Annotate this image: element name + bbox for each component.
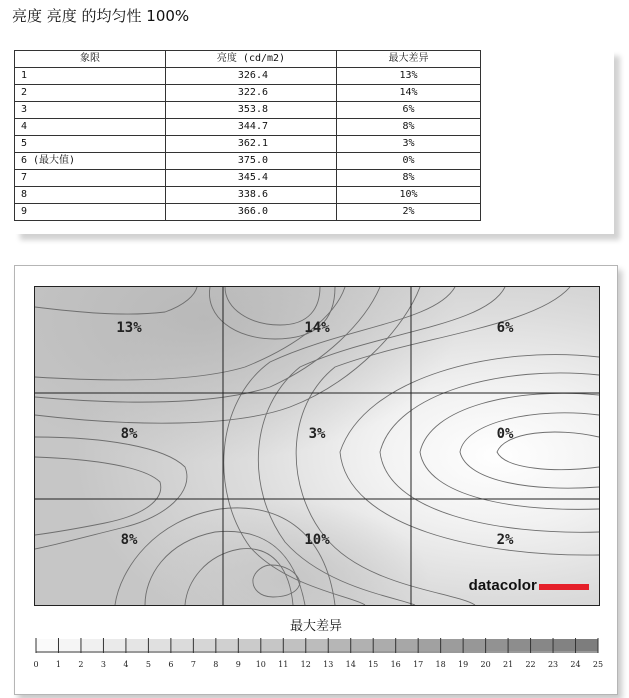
scale-tick-label: 20 <box>480 660 491 669</box>
legend-title: 最大差异 <box>289 619 342 634</box>
scale-tick-label: 12 <box>300 660 311 669</box>
cell-quadrant: 8 <box>15 187 166 204</box>
scale-segment <box>216 639 239 651</box>
scale-tick-label: 16 <box>390 660 401 669</box>
cell-quadrant: 2 <box>15 85 166 102</box>
scale-segment <box>576 639 599 651</box>
header-quadrant: 象限 <box>15 51 166 68</box>
cell-max-difference: 2% <box>337 204 481 221</box>
cell-max-difference: 8% <box>337 119 481 136</box>
quadrant-4-label: 8% <box>120 426 138 442</box>
scale-tick-label: 5 <box>145 660 151 669</box>
scale-tick-label: 23 <box>547 660 559 669</box>
scale-tick-label: 14 <box>345 660 356 669</box>
table-row <box>15 136 481 153</box>
cell-luminance: 322.6 <box>166 85 337 102</box>
table-row <box>15 119 481 136</box>
cell-max-difference: 13% <box>337 68 481 85</box>
quadrant-1-label: 13% <box>116 320 142 336</box>
scale-segment <box>306 639 329 651</box>
scale-tick-label: 21 <box>502 660 514 669</box>
scale-segment <box>373 639 396 651</box>
scale-tick-label: 0 <box>33 660 39 669</box>
cell-quadrant: 5 <box>15 136 166 153</box>
table-row <box>15 204 481 221</box>
cell-luminance: 344.7 <box>166 119 337 136</box>
scale-bar <box>34 636 600 660</box>
scale-segment <box>238 639 261 651</box>
quadrant-2-label: 14% <box>304 320 330 336</box>
scale-tick-label: 9 <box>235 660 241 669</box>
table-row <box>15 170 481 187</box>
page-title: 亮度 亮度 的均匀性 100% <box>12 7 190 25</box>
cell-max-difference: 3% <box>337 136 481 153</box>
quadrant-9-label: 2% <box>496 532 514 548</box>
uniformity-table <box>14 50 481 221</box>
scale-tick-label: 3 <box>100 660 106 669</box>
quadrant-7-label: 8% <box>120 532 138 548</box>
table-body <box>15 68 481 221</box>
scale-tick-label: 18 <box>435 660 446 669</box>
scale-tick-label: 7 <box>190 660 196 669</box>
cell-quadrant: 6 (最大值) <box>15 153 166 170</box>
scale-tick-label: 22 <box>525 660 536 669</box>
scale-segment <box>171 639 194 651</box>
scale-tick-label: 1 <box>55 660 62 669</box>
cell-quadrant: 4 <box>15 119 166 136</box>
cell-max-difference: 10% <box>337 187 481 204</box>
table-row <box>15 187 481 204</box>
scale-segment <box>148 639 171 651</box>
scale-segment <box>103 639 126 651</box>
cell-quadrant: 3 <box>15 102 166 119</box>
datacolor-logo-text: datacolor <box>468 576 537 594</box>
scale-segment <box>193 639 216 651</box>
quadrant-5-label: 3% <box>308 426 326 442</box>
scale-segment <box>486 639 509 651</box>
scale-segment <box>36 639 59 651</box>
table-row <box>15 68 481 85</box>
scale-tick-label: 6 <box>168 660 174 669</box>
cell-luminance: 353.8 <box>166 102 337 119</box>
cell-max-difference: 14% <box>337 85 481 102</box>
scale-tick-label: 17 <box>413 660 424 669</box>
scale-segment <box>418 639 441 651</box>
cell-max-difference: 8% <box>337 170 481 187</box>
scale-tick-label: 25 <box>592 660 604 669</box>
scale-tick-label: 13 <box>323 660 334 669</box>
scale-segment <box>441 639 464 651</box>
scale-tick-label: 15 <box>368 660 379 669</box>
scale-segment <box>463 639 486 651</box>
scale-segment <box>508 639 531 651</box>
scale-segment <box>261 639 284 651</box>
quadrant-3-label: 6% <box>496 320 514 336</box>
scale-segment <box>58 639 81 651</box>
header-max-difference: 最大差异 <box>337 51 481 68</box>
uniformity-table-card <box>14 50 614 234</box>
scale-segment <box>126 639 149 651</box>
difference-scale <box>33 636 604 686</box>
contour-plot <box>34 286 600 606</box>
cell-quadrant: 7 <box>15 170 166 187</box>
scale-segment <box>396 639 419 651</box>
table-header-row <box>15 51 481 68</box>
cell-quadrant: 9 <box>15 204 166 221</box>
uniformity-plot-card <box>14 265 618 695</box>
scale-segment <box>553 639 576 651</box>
cell-luminance: 345.4 <box>166 170 337 187</box>
table-row <box>15 85 481 102</box>
scale-segment <box>81 639 104 651</box>
datacolor-logo-bar <box>539 584 589 590</box>
scale-segment <box>351 639 374 651</box>
scale-tick-label: 11 <box>278 660 289 669</box>
cell-luminance: 338.6 <box>166 187 337 204</box>
table-row <box>15 153 481 170</box>
cell-max-difference: 0% <box>337 153 481 170</box>
header-luminance: 亮度 (cd/m2) <box>166 51 337 68</box>
scale-tick-label: 24 <box>570 660 581 669</box>
cell-max-difference: 6% <box>337 102 481 119</box>
scale-tick-label: 8 <box>213 660 219 669</box>
scale-tick-label: 10 <box>255 660 266 669</box>
scale-segment <box>531 639 554 651</box>
cell-luminance: 326.4 <box>166 68 337 85</box>
cell-luminance: 375.0 <box>166 153 337 170</box>
cell-luminance: 366.0 <box>166 204 337 221</box>
scale-segment <box>328 639 351 651</box>
scale-segment <box>283 639 306 651</box>
table-row <box>15 102 481 119</box>
quadrant-8-label: 10% <box>304 532 330 548</box>
cell-luminance: 362.1 <box>166 136 337 153</box>
scale-tick-label: 2 <box>78 660 84 669</box>
scale-tick-label: 4 <box>123 660 129 669</box>
datacolor-logo <box>469 575 589 595</box>
cell-quadrant: 1 <box>15 68 166 85</box>
quadrant-6-label: 0% <box>496 426 514 442</box>
scale-tick-label: 19 <box>458 660 469 669</box>
